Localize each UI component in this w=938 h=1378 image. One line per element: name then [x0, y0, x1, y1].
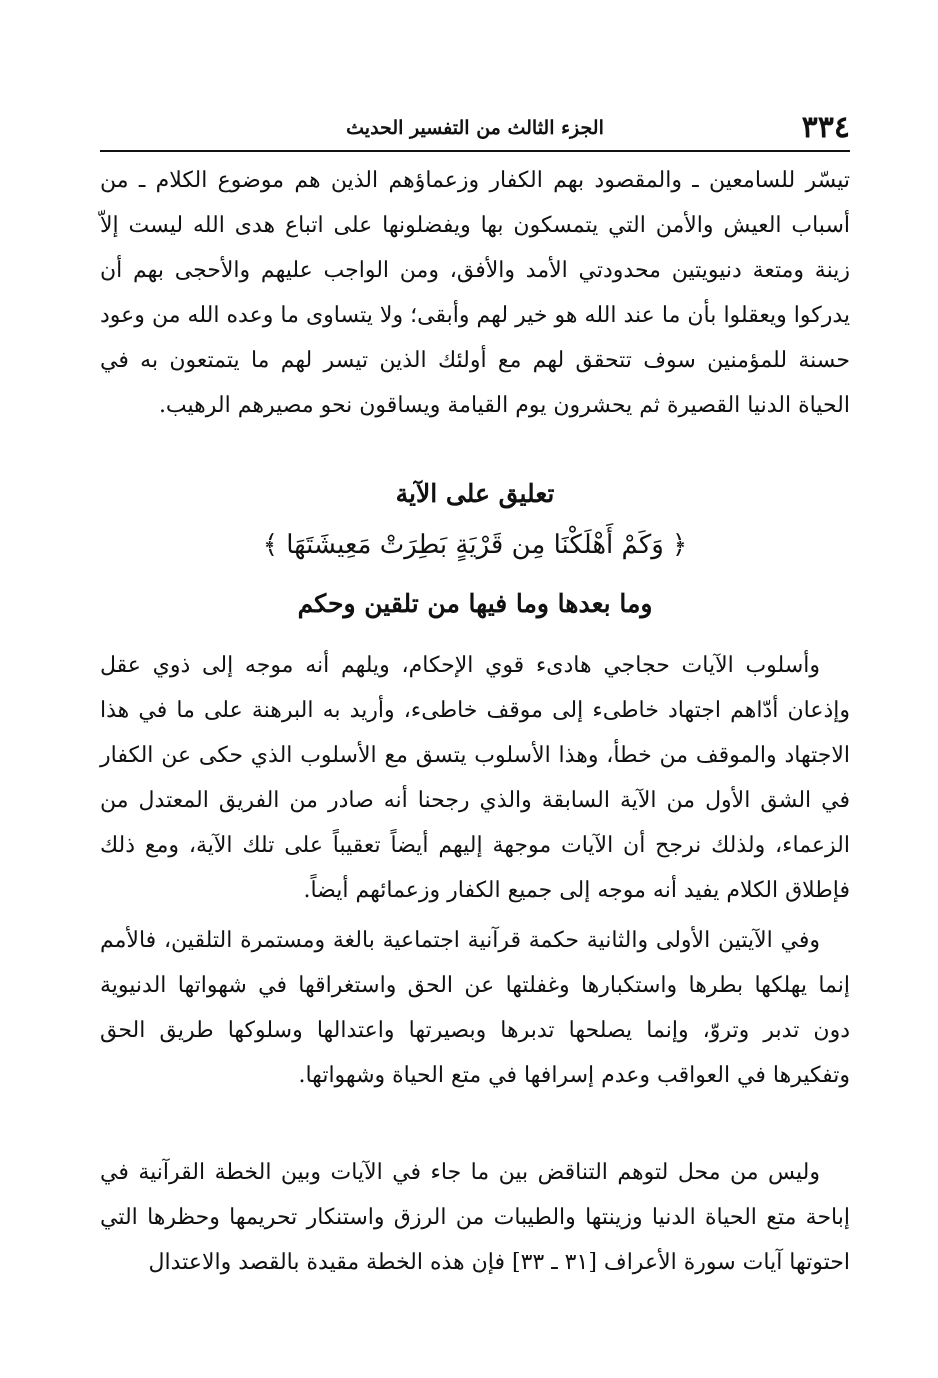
page-number: ٣٣٤	[801, 110, 850, 145]
paragraph-wisdom: وفي الآيتين الأولى والثانية حكمة قرآنية اجتماعية بالغة ومستمرة التلقين، فالأمم إنما يهلكها بطرها واستكبارها وغفلتها عن الحق واستغراقها في شهواتها الدنيوية دون تدبر وتروّ، وإنما يصلحها تدبرها وبصيرتها واعتدالها وسلوكها طريق الحق وتفكيرها في العواقب وعدم إسرافها في متع الحياة وشهواتها.	[100, 928, 850, 1088]
paragraph-style: وأسلوب الآيات حجاجي هادىء قوي الإحكام، ويلهم أنه موجه إلى ذوي عقل وإذعان أدّاهم اجتهاد خاطىء إلى موقف خاطىء، وأريد به البرهنة على ما في هذا الاجتهاد والموقف من خطأ، وهذا الأسلوب يتسق مع الأسلوب الذي حكى عن الكفار في الشق الأول من الآية السابقة والذي رجحنا أنه صادر من الفريق المعتدل من الزعماء، ولذلك نرجح أن الآيات موجهة إليهم أيضاً تعقيباً على تلك الآية، ومع ذلك فإطلاق الكلام يفيد أنه موجه إلى جميع الكفار وزعمائهم أيضاً.	[100, 653, 850, 903]
section-subtitle: وما بعدها وما فيها من تلقين وحكم	[297, 589, 653, 618]
paragraph-contradiction: وليس من محل لتوهم التناقض بين ما جاء في الآيات وبين الخطة القرآنية في إباحة متع الحياة الدنيا وزينتها والطيبات من الرزق واستنكار تحريمها وحظرها التي احتوتها آيات سورة الأعراف [٣١ ـ ٣٣] فإن هذه الخطة مقيدة بالقصد والاعتدال	[100, 1160, 850, 1275]
section-title: تعليق على الآية	[395, 479, 555, 508]
page-header	[100, 100, 850, 152]
paragraph-continuation: تيسّر للسامعين ـ والمقصود بهم الكفار وزعماؤهم الذين هم موضوع الكلام ـ من أسباب العيش والأمن التي يتمسكون بها ويفضلونها على اتباع هدى الله ليست إلاّ زينة ومتعة دنيويتين محدودتي الأمد والأفق، ومن الواجب عليهم والأحجى بهم أن يدركوا ويعقلوا بأن ما عند الله هو خير لهم وأبقى؛ ولا يتساوى ما وعده الله من وعود حسنة للمؤمنين سوف تتحقق لهم مع أولئك الذين تيسر لهم ما يتمتعون به في الحياة الدنيا القصيرة ثم يحشرون يوم القيامة ويساقون نحو مصيرهم الرهيب.	[100, 168, 850, 418]
book-page	[100, 100, 850, 1300]
quran-verse: ﴿ وَكَمْ أَهْلَكْنَا مِن قَرْيَةٍ بَطِرَتْ مَعِيشَتَهَا ﴾	[262, 530, 688, 560]
running-title: الجزء الثالث من التفسير الحديث	[346, 117, 604, 139]
